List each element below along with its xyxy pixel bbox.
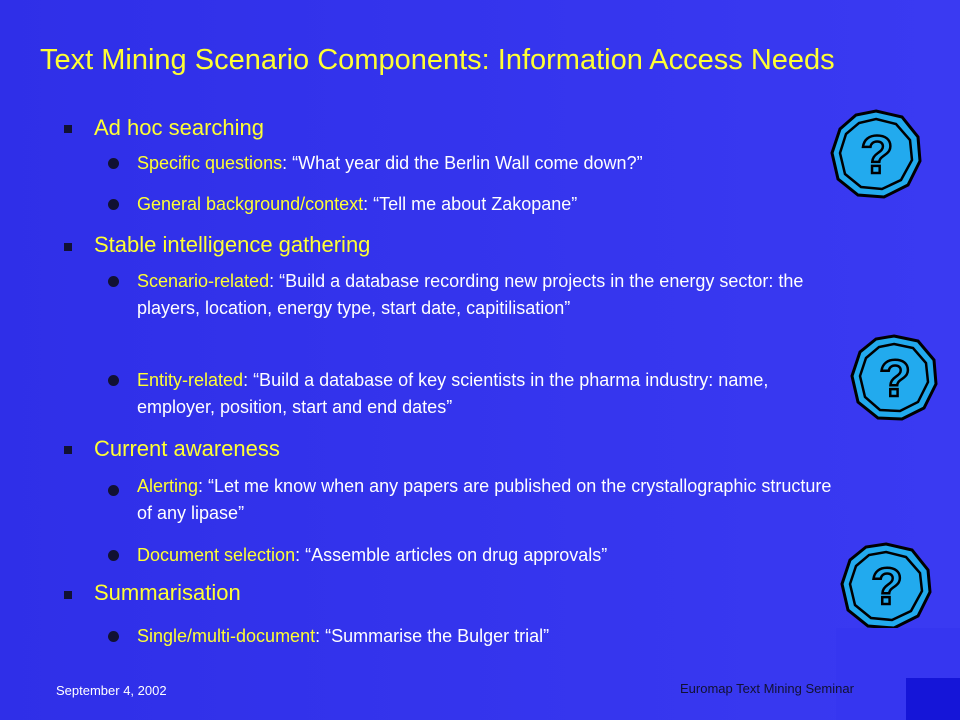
item-bullet [108, 375, 119, 386]
corner-decoration [906, 678, 960, 720]
list-item [137, 473, 837, 527]
section-bullet [64, 125, 72, 133]
item-text: : “Build a database of key scientists in the pharma industry: name, employer, position, start and end dates” [137, 370, 769, 417]
footer-seminar: Euromap Text Mining Seminar [680, 681, 854, 696]
item-text: : “Assemble articles on drug approvals” [295, 545, 608, 565]
svg-text:?: ? [879, 350, 911, 408]
item-bullet [108, 199, 119, 210]
section-heading: Ad hoc searching [94, 115, 264, 140]
slide-title: Text Mining Scenario Components: Information Access Needs [40, 44, 835, 76]
list-item [137, 150, 837, 177]
list-item [137, 542, 837, 569]
section-bullet [64, 243, 72, 251]
svg-text:?: ? [871, 558, 903, 616]
item-label: Document selection [137, 545, 296, 565]
item-label: Single/multi-document [137, 626, 316, 646]
question-mark-icon [828, 107, 924, 199]
svg-text:?: ? [860, 125, 894, 185]
item-text: : “What year did the Berlin Wall come down?” [282, 153, 643, 173]
list-item [137, 191, 837, 218]
item-text: : “Let me know when any papers are published on the crystallographic structure of any lipase” [137, 476, 832, 523]
section-heading: Current awareness [94, 436, 280, 461]
section-heading: Summarisation [94, 580, 241, 605]
list-item [137, 268, 837, 322]
item-bullet [108, 158, 119, 169]
item-label: Scenario-related [137, 271, 270, 291]
item-text: : “Build a database recording new projects in the energy sector: the players, location, energy type, start date, capitilisation” [137, 271, 804, 318]
item-bullet [108, 485, 119, 496]
item-label: General background/context [137, 194, 364, 214]
item-text: : “Summarise the Bulger trial” [315, 626, 550, 646]
item-label: Specific questions [137, 153, 283, 173]
footer-date: September 4, 2002 [56, 683, 167, 698]
section-heading: Stable intelligence gathering [94, 232, 371, 257]
item-label: Alerting [137, 476, 199, 496]
question-mark-icon [848, 332, 940, 422]
item-bullet [108, 550, 119, 561]
item-label: Entity-related [137, 370, 244, 390]
list-item [137, 623, 837, 650]
question-mark-icon [838, 540, 934, 630]
section-bullet [64, 446, 72, 454]
section-bullet [64, 591, 72, 599]
list-item [137, 367, 837, 421]
item-bullet [108, 276, 119, 287]
item-bullet [108, 631, 119, 642]
item-text: : “Tell me about Zakopane” [363, 194, 578, 214]
